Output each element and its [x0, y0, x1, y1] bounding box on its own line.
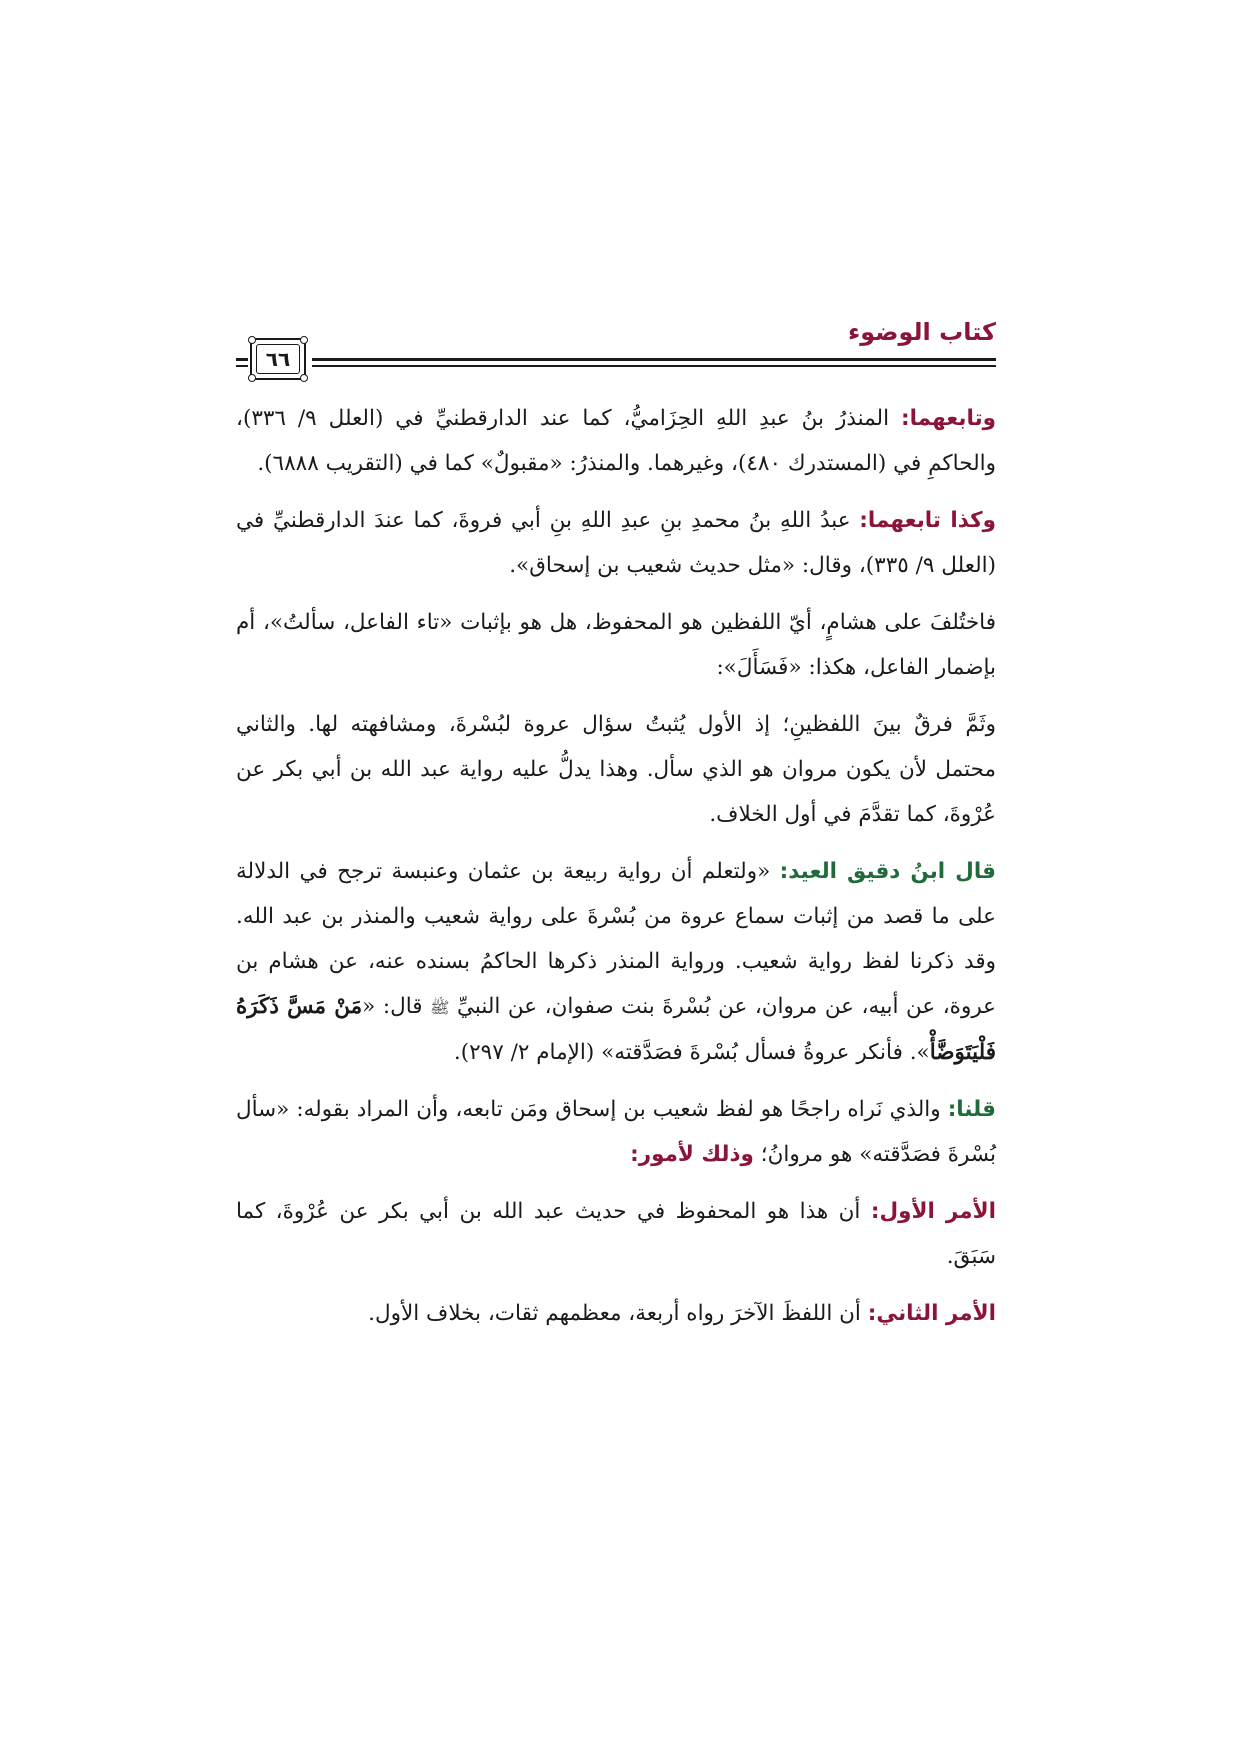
paragraph-text: وثَمَّ فرقٌ بينَ اللفظينِ؛ إذ الأول يُثبتُ سؤال عروة لبُسْرةَ، ومشافهته لها. والثاني محتمل لأن يكون مروان هو الذي سأل. وهذا يدلُّ عليه رواية عبد الله بن أبي بكر عن عُرْوةَ، كما تقدَّمَ في أول الخلاف.: [236, 712, 996, 827]
ornament-icon: [248, 336, 256, 344]
ornament-icon: [300, 336, 308, 344]
paragraph-text: المنذرُ بنُ عبدِ اللهِ الحِزَاميُّ، كما عند الدارقطنيِّ في (العلل ٩/ ٣٣٦)، والحاكمِ في (المستدرك ٤٨٠)، وغيرهما. والمنذرُ: «مقبولٌ» كما في (التقريب ٦٨٨٨).: [236, 406, 996, 476]
paragraph-label-end: وذلك لأمور:: [630, 1142, 754, 1167]
paragraph-3: [236, 600, 996, 690]
page-body: [236, 396, 996, 1348]
paragraph-text: فاختُلفَ على هشامٍ، أيّ اللفظين هو المحفوظ، هل هو بإثبات «تاء الفاعل، سألتُ»، أم بإضمار الفاعل، هكذا: «فَسَأَلَ»:: [236, 610, 996, 680]
paragraph-label: قال ابنُ دقيق العيد:: [779, 859, 996, 884]
paragraph-label: وكذا تابعهما:: [859, 508, 996, 533]
hadith-quote: مَنْ مَسَّ ذَكَرَهُ فَلْيَتَوَضَّأْ: [236, 994, 996, 1065]
paragraph-text: والذي نَراه راجحًا هو لفظ شعيب بن إسحاق ومَن تابعه، وأن المراد بقوله: «سأل بُسْرةَ فصَدَّقته» هو مروانُ؛: [236, 1097, 996, 1167]
page-header: [236, 318, 996, 386]
paragraph-8: [236, 1291, 996, 1336]
paragraph-text: عبدُ اللهِ بنُ محمدِ بنِ عبدِ اللهِ بنِ أبي فروةَ، كما عندَ الدارقطنيِّ في (العلل ٩/ ٣٣٥)، وقال: «مثل حديث شعيب بن إسحاق».: [236, 508, 996, 578]
paragraph-2: [236, 498, 996, 588]
salawat-glyph: ﷺ: [430, 998, 450, 1017]
header-rule-left-bottom: [236, 365, 248, 367]
page-number: ٦٦: [256, 344, 300, 374]
paragraph-text: «ولتعلم أن رواية ربيعة بن عثمان وعنبسة ترجح في الدلالة على ما قصد من إثبات سماع عروة من بُسْرةَ على رواية شعيب والمنذر بن عبد الله. وقد ذكرنا لفظ رواية شعيب. ورواية المنذر ذكرها الحاكمُ بسنده عنه، عن هشام بن عروة، عن أبيه، عن مروان، عن بُسْرةَ بنت صفوان، عن النبيِّ: [236, 859, 997, 1019]
paragraph-label: قلنا:: [947, 1097, 996, 1122]
paragraph-text: قال: «: [362, 994, 431, 1019]
paragraph-5: [236, 849, 996, 1075]
paragraph-text: ». فأنكر عروةُ فسأل بُسْرةَ فصَدَّقته» (الإمام ٢/ ٢٩٧).: [453, 1040, 930, 1065]
paragraph-6: [236, 1087, 996, 1177]
header-rule-left-top: [236, 358, 248, 361]
header-rule-bottom: [312, 365, 996, 367]
paragraph-label: وتابعهما:: [901, 406, 997, 431]
page-number-box: [250, 338, 306, 380]
ornament-icon: [300, 374, 308, 382]
paragraph-4: [236, 702, 996, 837]
paragraph-label: الأمر الثاني:: [867, 1301, 996, 1326]
paragraph-7: [236, 1189, 996, 1279]
paragraph-label: الأمر الأول:: [870, 1199, 996, 1224]
paragraph-1: [236, 396, 996, 486]
paragraph-text: أن هذا هو المحفوظ في حديث عبد الله بن أبي بكر عن عُرْوةَ، كما سَبَقَ.: [236, 1199, 996, 1269]
header-rule-top: [312, 358, 996, 361]
ornament-icon: [248, 374, 256, 382]
chapter-title: كتاب الوضوء: [847, 318, 996, 346]
paragraph-text: أن اللفظَ الآخرَ رواه أربعة، معظمهم ثقات، بخلاف الأول.: [368, 1301, 868, 1326]
